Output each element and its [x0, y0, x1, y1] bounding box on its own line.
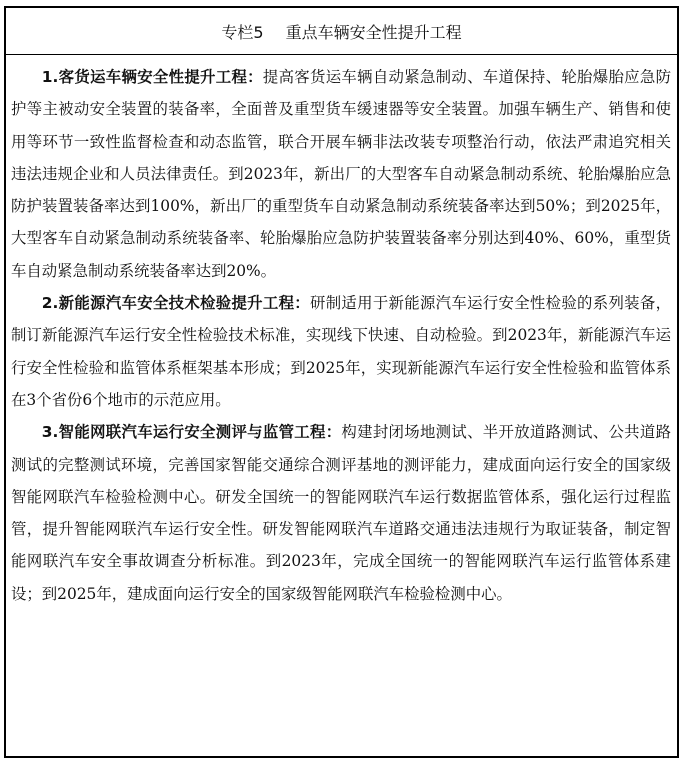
section-paragraph	[11, 287, 671, 416]
section-paragraph	[11, 61, 671, 287]
section-heading: 3.智能网联汽车运行安全测评与监管工程：	[41, 423, 342, 442]
section-text: 研制适用于新能源汽车运行安全性检验的系列装备，制订新能源汽车运行安全性检验技术标准，实现线下快速、自动检验。到2023年，新能源汽车运行安全性检验和监管体系框架基本形成；到2025年，实现新能源汽车运行安全性检验和监管体系在3个省份6个地市的示范应用。	[11, 294, 671, 409]
panel-box	[4, 6, 679, 758]
panel-content	[6, 55, 677, 610]
section-heading: 1.客货运车辆安全性提升工程：	[41, 68, 263, 86]
panel-title: 重点车辆安全性提升工程	[285, 22, 462, 42]
section-text: 提高客货运车辆自动紧急制动、车道保持、轮胎爆胎应急防护等主被动安全装置的装备率，全面普及重型货车缓速器等安全装置。加强车辆生产、销售和使用等环节一致性监督检查和动态监管，联合开展车辆非法改装专项整治行动，依法严肃追究相关违法违规企业和人员法律责任。到2023年，新出厂的大型客车自动紧急制动系统、轮胎爆胎应急防护装置装备率达到100%，新出厂的重型货车自动紧急制动系统装备率达到50%；到2025年，大型客车自动紧急制动系统装备率、轮胎爆胎应急防护装置装备率分别达到40%、60%，重型货车自动紧急制动系统装备率达到20%。	[11, 68, 671, 280]
section-text: 构建封闭场地测试、半开放道路测试、公共道路测试的完整测试环境，完善国家智能交通综合测评基地的测评能力，建成面向运行安全的国家级智能网联汽车检验检测中心。研发全国统一的智能网联汽车运行数据监管体系，强化运行过程监管，提升智能网联汽车运行安全性。研发智能网联汽车道路交通违法违规行为取证装备，制定智能网联汽车安全事故调查分析标准。到2023年，完成全国统一的智能网联汽车运行监管体系建设；到2025年，建成面向运行安全的国家级智能网联汽车检验检测中心。	[11, 423, 671, 603]
panel-number: 专栏5	[221, 22, 264, 42]
section-paragraph	[11, 416, 671, 610]
section-heading: 2.新能源汽车安全技术检验提升工程：	[41, 294, 311, 313]
panel-header	[6, 8, 677, 55]
